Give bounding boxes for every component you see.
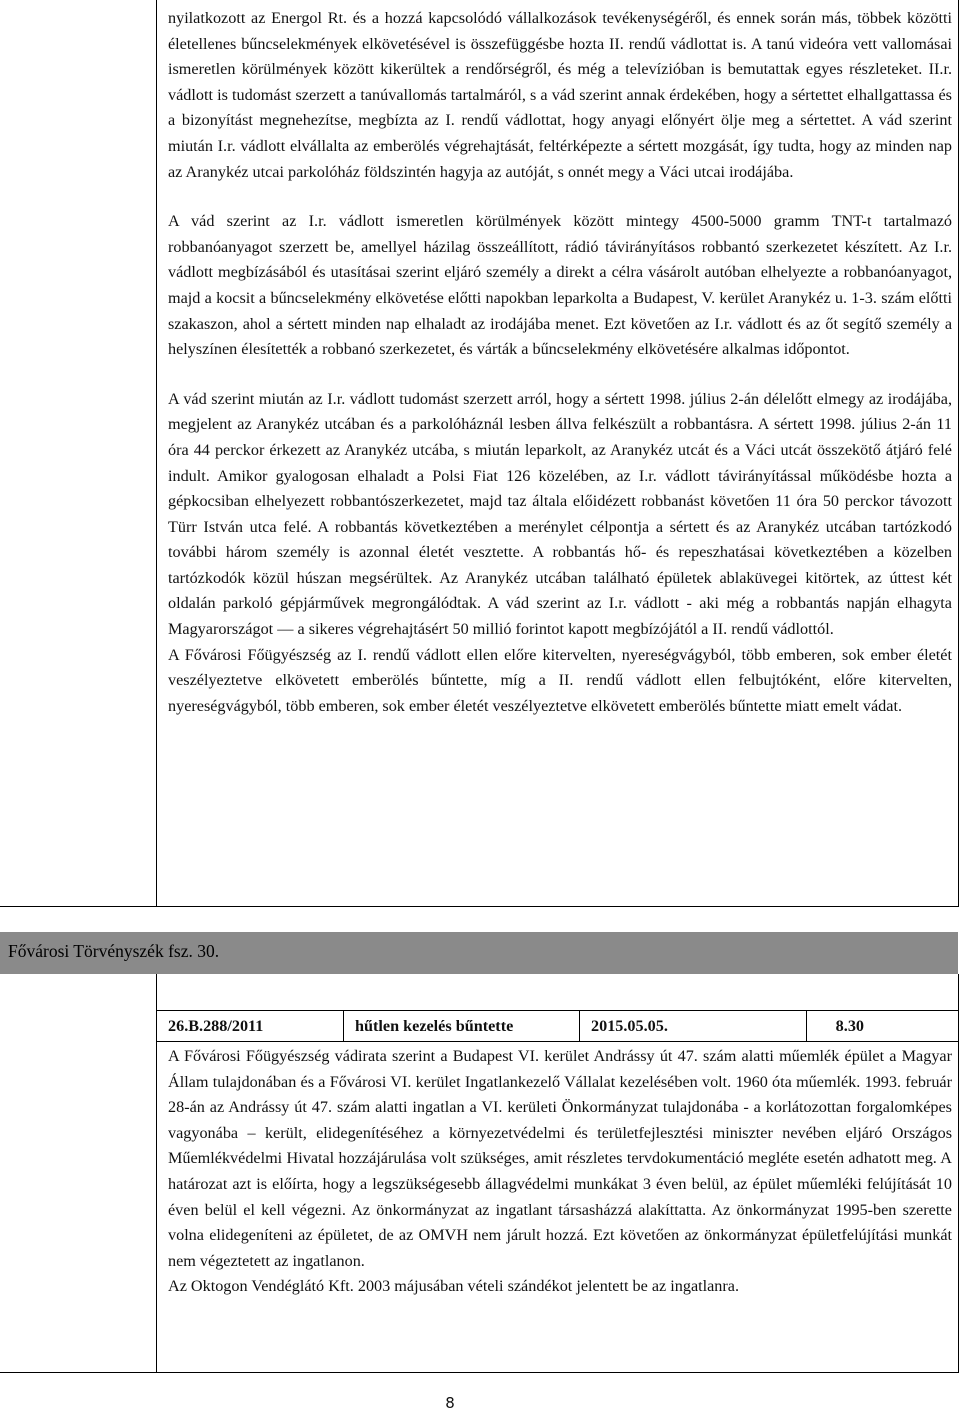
paragraph: nyilatkozott az Energol Rt. és a hozzá kapcsolódó vállalkozások tevékenységéről, és ennek során más, többek közötti életellenes bűncselekmények elkövetésével is összefüggésbe hozta II. rendű vádlottat is. A tanú videóra vett vallomásai ismeretlen körülmények között kikerültek a rendőrségről, és még a televízióban is bemutattak egyes részleteket. II.r. vádlott is tudomást szerzett a tanúvallomás tartalmáról, s a vád szerint annak érdekében, hogy a sértettet elhallgattassa és a bizonyítást megnehezítse, megbízta az I. rendű vádlottat, hogy anyagi előnyért ölje meg a sértettet. A vád szerint miután I.r. vádlott elvállalta az emberölés végrehajtását, feltérképezte a sértett mozgását, így tudta, hogy az minden nap az Aranykéz utcai parkolóház földszintén hagyja az autóját, s onnét megy a Váci utcai irodájába. [168,9,952,181]
court-section-title: Fővárosi Törvényszék fsz. 30. [8,941,220,961]
court-section-header [0,932,958,974]
case-header-row [157,1010,958,1042]
paragraph: A vád szerint az I.r. vádlott ismeretlen körülmények között mintegy 4500-5000 gramm TNT-t tartalmazó robbanóanyagot szerzett be, amellyel házilag összeállított, rádió távirányításos robbantó szerkezetet készített. Az I.r. vádlott megbízásából és utasításai szerint eljáró személy a direkt a célra vásárolt autóban elhelyezte a robbanóanyagot, majd a kocsit a bűncselekmény elkövetése előtti napokban leparkolta a Budapest, V. kerület Aranykéz u. 1-3. szám előtti szakaszon, ahol a sértett minden nap elhaladt az irodájába menet. Ezt követően az I.r. vádlott és az őt segítő személy a helyszínen élesítették a robbanó szerkezetet, és várták a bűncselekmény elkövetésére alkalmas időpontot. [168,212,952,359]
table-left-column [0,974,157,1372]
paragraph: A Fővárosi Főügyészség az I. rendű vádlott ellen előre kitervelten, nyereségvágyból, több emberen, sok ember életét veszélyeztetve elkövetett emberölés bűntette, míg a II. rendű vádlott ellen felbujtóként, előre kitervelten, nyereségvágyból, több emberen, sok ember életét veszélyeztetve elkövetett emberölés bűntette miatt emelt vádat. [168,645,952,715]
table-left-column [0,0,157,906]
page-number: 8 [445,1394,455,1412]
case-time: 8.30 [835,1017,864,1035]
paragraph: A vád szerint miután az I.r. vádlott tudomást szerzett arról, hogy a sértett 1998. július 2-án délelőtt elmegy az irodájába, megjelent az Aranykéz utcában és a parkolóháznál lesben állva felkészült a robbantásra. A sértett 1998. július 2-án 11 óra 44 perckor érkezett az Aranykéz utcába, s miután leparkolt, az Aranykéz utcát és a Váci utcát összekötő átjáró felé indult. Amikor gyalogosan elhaladt a Polsi Fiat 126 közelében, az I.r. vádlott távirányítással működésbe hozta a gépkocsiban elhelyezett robbantószerkezetet, majd taz általa előidézett robbanást követően 11 óra 50 perckor távozott Türr István utca felé. A robbantás következtében a merénylet célpontja a sértett és az Aranykéz utcában tartózkodó további három személy is azonnal életét vesztette. A robbantás hő- és repeszhatásai következtében a közelben tartózkodók közül húszan megsérültek. Az Aranykéz utcában található épületek ablaküvegei kitörtek, az úttest két oldalán parkoló gépjárművek megrongálódtak. A vád szerint az I.r. vádlott - aki még a robbantás napján elhagyta Magyarországot — a sikeres végrehajtásért 50 millió forintot kapott megbízójától a II. rendű vádlottól. [168,389,952,639]
case-description [168,6,952,719]
paragraph: Az Oktogon Vendéglátó Kft. 2003 májusában vételi szándékot jelentett be az ingatlanra. [168,1277,740,1296]
case-date: 2015.05.05. [580,1011,807,1041]
case-charge: hűtlen kezelés bűntette [344,1011,580,1041]
case-number: 26.B.288/2011 [157,1011,344,1041]
case-summary [168,1044,952,1300]
paragraph: A Fővárosi Főügyészség vádirata szerint a Budapest VI. kerület Andrássy út 47. szám alatti műemlék épület a Magyar Állam tulajdonában és a Fővárosi VI. kerület Ingatlankezelő Vállalat kezelésében volt. 1960 óta műemlék. 1993. február 28-án az Andrássy út 47. szám alatti ingatlan a VI. kerületi Önkormányzat tulajdonába - a korlátozottan forgalomképes vagyonába – került, elidegenítéséhez a környezetvédelmi és területfejlesztési miniszter nevében eljáró Országos Műemlékvédelmi Hivatal hozzájárulása volt szükséges, amit részletes tervdokumentáció megléte esetén adhatott meg. A határozat azt is előírta, hogy a legszükségesebb állagvédelmi munkákat 3 éven belül, az épület műemléki felújítását 10 éven belül el kell végezni. Az önkormányzat az ingatlant társasházzá alakíttatta. Az önkormányzat 1995-ben szerette volna elidegeníteni az épületet, de az OMVH nem járult hozzá. Ezt követően az önkormányzat épületfelújítási munkát nem végeztetett az ingatlanon. [168,1047,952,1270]
